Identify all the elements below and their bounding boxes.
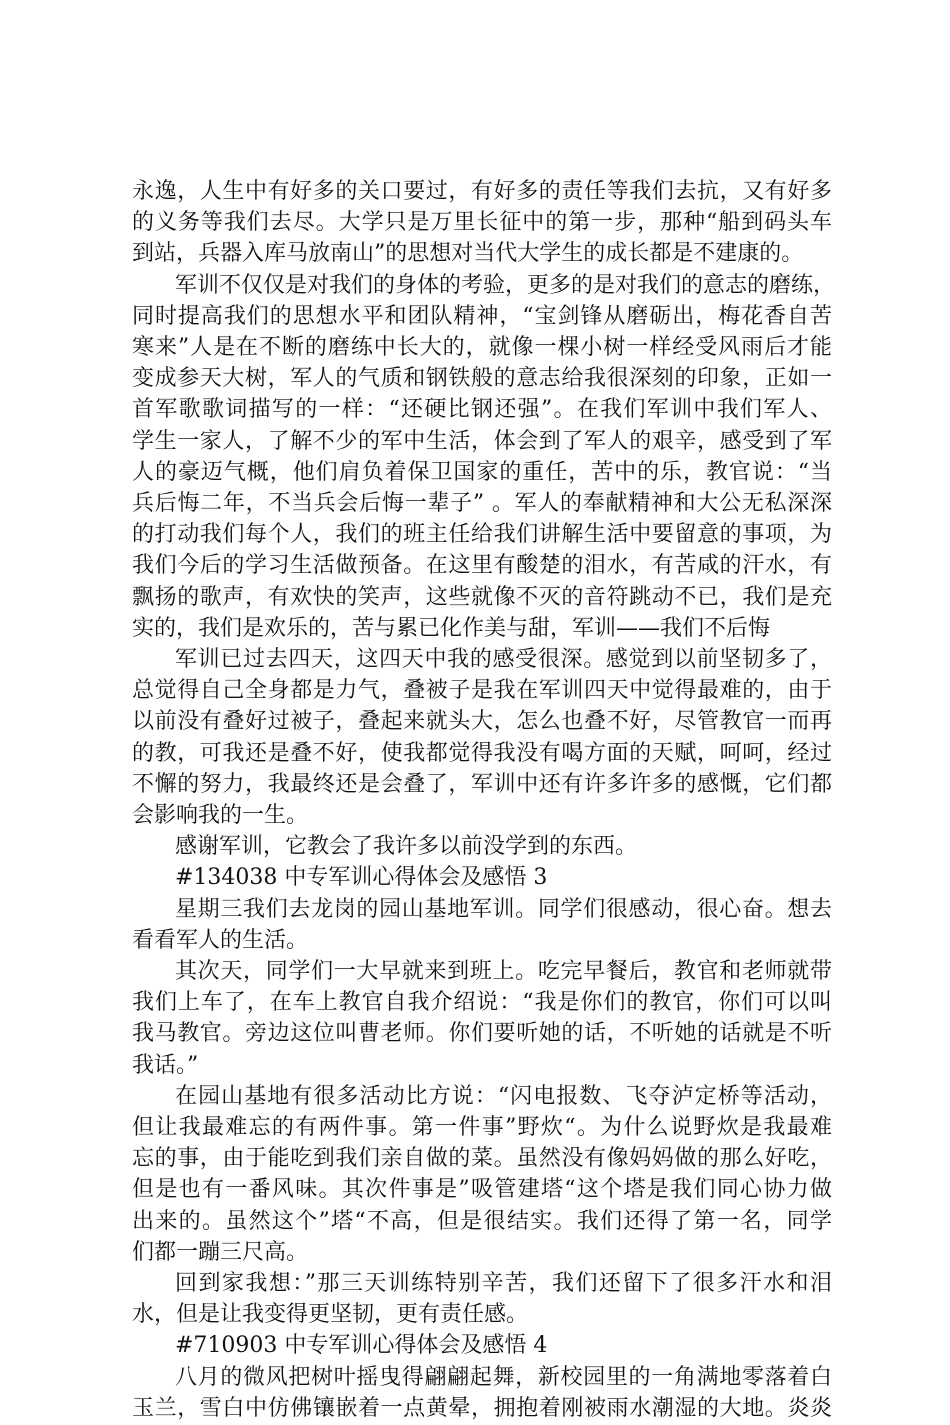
text-line: 玉兰，雪白中仿佛镶嵌着一点黄晕，拥抱着刚被雨水潮湿的大地。炎炎 xyxy=(132,1396,832,1421)
text-line: 总觉得自己全身都是力气，叠被子是我在军训四天中觉得最难的，由于 xyxy=(132,678,832,703)
text-line: 在园山基地有很多活动比方说：“闪电报数、飞夺泸定桥等活动， xyxy=(175,1084,832,1109)
text-line: 看看军人的生活。 xyxy=(132,928,309,953)
text-line: 回到家我想：”那三天训练特别辛苦，我们还留下了很多汗水和泪 xyxy=(175,1271,832,1296)
text-line: 永逸，人生中有好多的关口要过，有好多的责任等我们去抗，又有好多 xyxy=(132,179,832,204)
text-line: 以前没有叠好过被子，叠起来就头大，怎么也叠不好，尽管教官一而再 xyxy=(132,709,832,734)
text-line: 的义务等我们去尽。大学只是万里长征中的第一步，那种“船到码头车 xyxy=(132,210,832,235)
text-line: 军训不仅仅是对我们的身体的考验，更多的是对我们的意志的磨练， xyxy=(175,273,836,298)
text-line: 不懈的努力，我最终还是会叠了，军训中还有许多许多的感慨，它们都 xyxy=(132,772,832,797)
text-line: 我们今后的学习生活做预备。在这里有酸楚的泪水，有苦咸的汗水，有 xyxy=(132,553,832,578)
text-line: 出来的。虽然这个”塔“不高，但是很结实。我们还得了第一名，同学 xyxy=(132,1209,832,1234)
text-line: 首军歌歌词描写的一样：“还硬比钢还强”。在我们军训中我们军人、 xyxy=(132,397,832,422)
text-line: 同时提高我们的思想水平和团队精神，“宝剑锋从磨砺出，梅花香自苦 xyxy=(132,304,832,329)
text-line: 飘扬的歌声，有欢快的笑声，这些就像不灭的音符跳动不已，我们是充 xyxy=(132,585,832,610)
text-line: 我话。” xyxy=(132,1053,199,1078)
section-line: #710903 中专军训心得体会及感悟 4 xyxy=(175,1333,548,1358)
text-line: 星期三我们去龙岗的园山基地军训。同学们很感动，很心奋。想去 xyxy=(175,897,832,922)
text-line: 军训已过去四天，这四天中我的感受很深。感觉到以前坚韧多了， xyxy=(175,647,832,672)
text-line: 水，但是让我变得更坚韧，更有责任感。 xyxy=(132,1302,529,1327)
text-line: 人的豪迈气概，他们肩负着保卫国家的重任，苦中的乐，教官说：“当 xyxy=(132,460,832,485)
text-line: 们都一蹦三尺高。 xyxy=(132,1240,309,1265)
text-line: 的教，可我还是叠不好，使我都觉得我没有喝方面的天赋，呵呵，经过 xyxy=(132,741,832,766)
text-line: 实的，我们是欢乐的，苦与累已化作美与甜，军训——我们不后悔 xyxy=(132,616,771,641)
text-line: 忘的事，由于能吃到我们亲自做的菜。虽然没有像妈妈做的那么好吃， xyxy=(132,1146,832,1171)
text-line: 到站，兵器入库马放南山”的思想对当代大学生的成长都是不建康的。 xyxy=(132,241,804,266)
text-line: 八月的微风把树叶摇曳得翩翩起舞，新校园里的一角满地零落着白 xyxy=(175,1365,832,1390)
text-line: 寒来”人是在不断的磨练中长大的，就像一棵小树一样经受风雨后才能 xyxy=(132,335,832,360)
text-line: 但是也有一番风味。其次件事是”吸管建塔“这个塔是我们同心协力做 xyxy=(132,1177,832,1202)
text-line: 的打动我们每个人，我们的班主任给我们讲解生活中要留意的事项，为 xyxy=(132,522,832,547)
text-line: 其次天，同学们一大早就来到班上。吃完早餐后，教官和老师就带 xyxy=(175,959,832,984)
section-line: #134038 中专军训心得体会及感悟 3 xyxy=(175,865,548,890)
text-line: 我们上车了，在车上教官自我介绍说：“我是你们的教官，你们可以叫 xyxy=(132,990,832,1015)
text-line: 会影响我的一生。 xyxy=(132,803,309,828)
section-line: 感谢军训，它教会了我许多以前没学到的东西。 xyxy=(175,834,638,859)
text-line: 学生一家人，了解不少的军中生活，体会到了军人的艰辛，感受到了军 xyxy=(132,429,832,454)
text-line: 我马教官。旁边这位叫曹老师。你们要听她的话，不听她的话就是不听 xyxy=(132,1021,832,1046)
text-line: 兵后悔二年，不当兵会后悔一辈子” 。军人的奉献精神和大公无私深深 xyxy=(132,491,832,516)
text-line: 变成参天大树，军人的气质和钢铁般的意志给我很深刻的印象，正如一 xyxy=(132,366,832,391)
text-line: 但让我最难忘的有两件事。第一件事”野炊“。为什么说野炊是我最难 xyxy=(132,1115,832,1140)
